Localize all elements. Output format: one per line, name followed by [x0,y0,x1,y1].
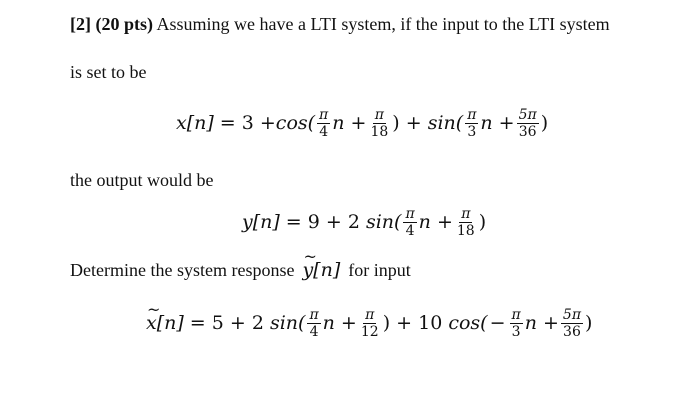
output-n1: n + [418,211,453,233]
determine-text-a: Determine the system response [70,260,295,280]
output-fraction-1: $\frac{\pi}{4}$ [405,205,415,239]
new-input-fraction-3: $\frac{\pi}{3}$ [511,306,521,340]
new-input-fraction-4: $\frac{5\pi}{36}$ [562,306,582,340]
input-equation [176,100,548,146]
problem-header-line [70,14,610,35]
input-lhs: x[n] [176,112,214,134]
problem-points: (20 pts) [95,14,153,34]
input-n1: n + [332,112,367,134]
inline-y-tilde: ~ y[n] [302,259,340,281]
problem-intro: Assuming we have a LTI system, if the input to the LTI system [156,14,610,34]
determine-text-b: for input [348,260,411,280]
new-input-end: ) [585,312,593,334]
input-sin: sin( [427,112,464,134]
output-sin: sin( [365,211,402,233]
input-fraction-2: $\frac{\pi}{18}$ [370,106,389,140]
input-mid: ) + [392,112,428,134]
new-input-fraction-2: $\frac{\pi}{12}$ [360,306,379,340]
input-fraction-4: $\frac{5\pi}{36}$ [518,106,537,140]
new-input-equation [146,300,592,346]
new-input-eq: = 5 + 2 [189,312,270,334]
output-fraction-2: $\frac{\pi}{18}$ [456,205,475,239]
output-end: ) [478,211,487,233]
output-intro: the output would be [70,170,214,190]
output-equation [242,199,486,245]
output-lhs: y[n] [242,211,280,233]
input-n2: n + [480,112,515,134]
new-input-n1: n + [322,312,357,334]
problem-number: [2] [70,14,91,34]
new-input-fraction-1: $\frac{\pi}{4}$ [309,306,319,340]
determine-line [70,259,411,281]
input-cos: cos( [275,112,316,134]
input-fraction-1: $\frac{\pi}{4}$ [319,106,329,140]
output-eq: = 9 + 2 [285,211,366,233]
new-input-cos: cos( [448,312,488,334]
input-eq: = 3 + [219,112,276,134]
problem-intro-continued: is set to be [70,62,147,82]
new-input-n2: n + [524,312,559,334]
new-input-minus: − [489,312,506,334]
new-input-lhs: ~ x[n] [146,312,184,334]
new-input-mid: ) + 10 [382,312,449,334]
input-end: ) [540,112,549,134]
input-fraction-3: $\frac{\pi}{3}$ [467,106,477,140]
new-input-sin: sin( [269,312,306,334]
